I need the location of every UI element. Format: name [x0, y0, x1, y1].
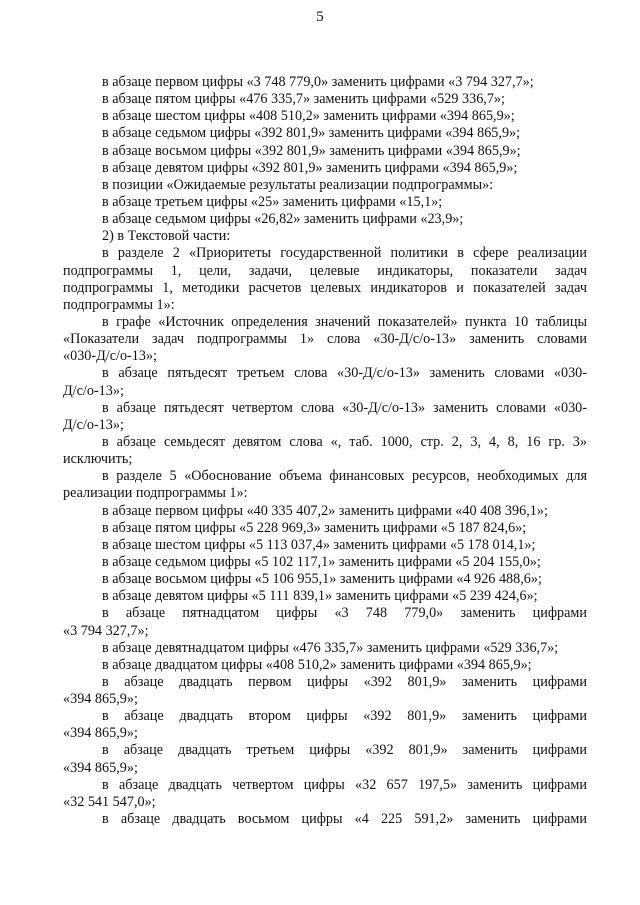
text-line: в абзаце двадцать третьем цифры «392 801,9» заменить цифрами	[102, 742, 587, 759]
text-line: в абзаце двадцать втором цифры «392 801,9» заменить цифрами	[102, 708, 587, 725]
page-number: 5	[316, 9, 324, 25]
text-line: реализации подпрограммы 1»:	[63, 485, 248, 502]
text-line: в позиции «Ожидаемые результаты реализации подпрограммы»:	[102, 176, 494, 193]
text-line: подпрограммы 1, цели, задачи, целевые индикаторы, показатели задач	[63, 262, 587, 279]
text-line: в абзаце двадцатом цифры «408 510,2» заменить цифрами «394 865,9»;	[102, 656, 532, 673]
text-line: «030-Д/с/о-13»;	[63, 348, 157, 365]
text-line: в абзаце пятьдесят третьем слова «30-Д/с/о-13» заменить словами «030-	[102, 365, 587, 382]
text-line: «3 794 327,7»;	[63, 622, 149, 639]
text-line: исключить;	[63, 451, 133, 468]
text-line: «394 865,9»;	[63, 759, 138, 776]
text-line: в абзаце пятьдесят четвертом слова «30-Д/с/о-13» заменить словами «030-	[102, 399, 587, 416]
text-line: Д/с/о-13»;	[63, 382, 124, 399]
text-line: «394 865,9»;	[63, 725, 138, 742]
text-line: «Показатели задач подпрограммы 1» слова «30-Д/с/о-13» заменить словами	[63, 331, 587, 348]
text-line: в абзаце двадцать первом цифры «392 801,9» заменить цифрами	[102, 673, 587, 690]
text-line: в абзаце пятнадцатом цифры «3 748 779,0» заменить цифрами	[102, 605, 587, 622]
text-line: в графе «Источник определения значений показателей» пункта 10 таблицы	[102, 313, 587, 330]
text-line: 2) в Текстовой части:	[102, 228, 231, 245]
text-line: в абзаце первом цифры «3 748 779,0» заменить цифрами «3 794 327,7»;	[102, 74, 534, 90]
text-line: в абзаце восьмом цифры «5 106 955,1» заменить цифрами «4 926 488,6»;	[102, 571, 542, 588]
text-line: «394 865,9»;	[63, 691, 138, 708]
text-line: в абзаце шестом цифры «408 510,2» заменить цифрами «394 865,9»;	[102, 108, 515, 125]
text-line: в абзаце девятнадцатом цифры «476 335,7» заменить цифрами «529 336,7»;	[102, 639, 559, 656]
text-line: Д/с/о-13»;	[63, 416, 124, 433]
text-line: в абзаце пятом цифры «476 335,7» заменить цифрами «529 336,7»;	[102, 91, 505, 108]
text-line: в разделе 5 «Обоснование объема финансовых ресурсов, необходимых для	[102, 468, 587, 485]
text-line: подпрограммы 1, методики расчетов целевых индикаторов и показателей задач	[63, 279, 587, 296]
text-line: в абзаце шестом цифры «5 113 037,4» заменить цифрами «5 178 014,1»;	[102, 536, 536, 553]
document-body	[63, 74, 587, 828]
text-line: в абзаце двадцать восьмом цифры «4 225 591,2» заменить цифрами	[102, 811, 587, 828]
text-line: в абзаце двадцать четвертом цифры «32 657 197,5» заменить цифрами	[102, 776, 587, 793]
text-line: в абзаце первом цифры «40 335 407,2» заменить цифрами «40 408 396,1»;	[102, 502, 548, 519]
text-line: в абзаце третьем цифры «25» заменить цифрами «15,1»;	[102, 193, 443, 210]
text-line: в абзаце пятом цифры «5 228 969,3» заменить цифрами «5 187 824,6»;	[102, 519, 527, 536]
text-line: в абзаце седьмом цифры «26,82» заменить цифрами «23,9»;	[102, 211, 464, 228]
text-line: в абзаце девятом цифры «392 801,9» заменить цифрами «394 865,9»;	[102, 159, 518, 176]
text-line: в абзаце восьмом цифры «392 801,9» заменить цифрами «394 865,9»;	[102, 142, 521, 159]
text-line: «32 541 547,0»;	[63, 793, 156, 810]
text-line: в абзаце седьмом цифры «5 102 117,1» заменить цифрами «5 204 155,0»;	[102, 553, 541, 570]
text-line: подпрограммы 1»:	[63, 296, 175, 313]
text-line: в разделе 2 «Приоритеты государственной политики в сфере реализации	[102, 245, 587, 262]
text-line: в абзаце седьмом цифры «392 801,9» заменить цифрами «394 865,9»;	[102, 125, 521, 142]
text-line: в абзаце семьдесят девятом слова «, таб. 1000, стр. 2, 3, 4, 8, 16 гр. 3»	[102, 433, 587, 450]
text-line: в абзаце девятом цифры «5 111 839,1» заменить цифрами «5 239 424,6»;	[102, 588, 538, 605]
